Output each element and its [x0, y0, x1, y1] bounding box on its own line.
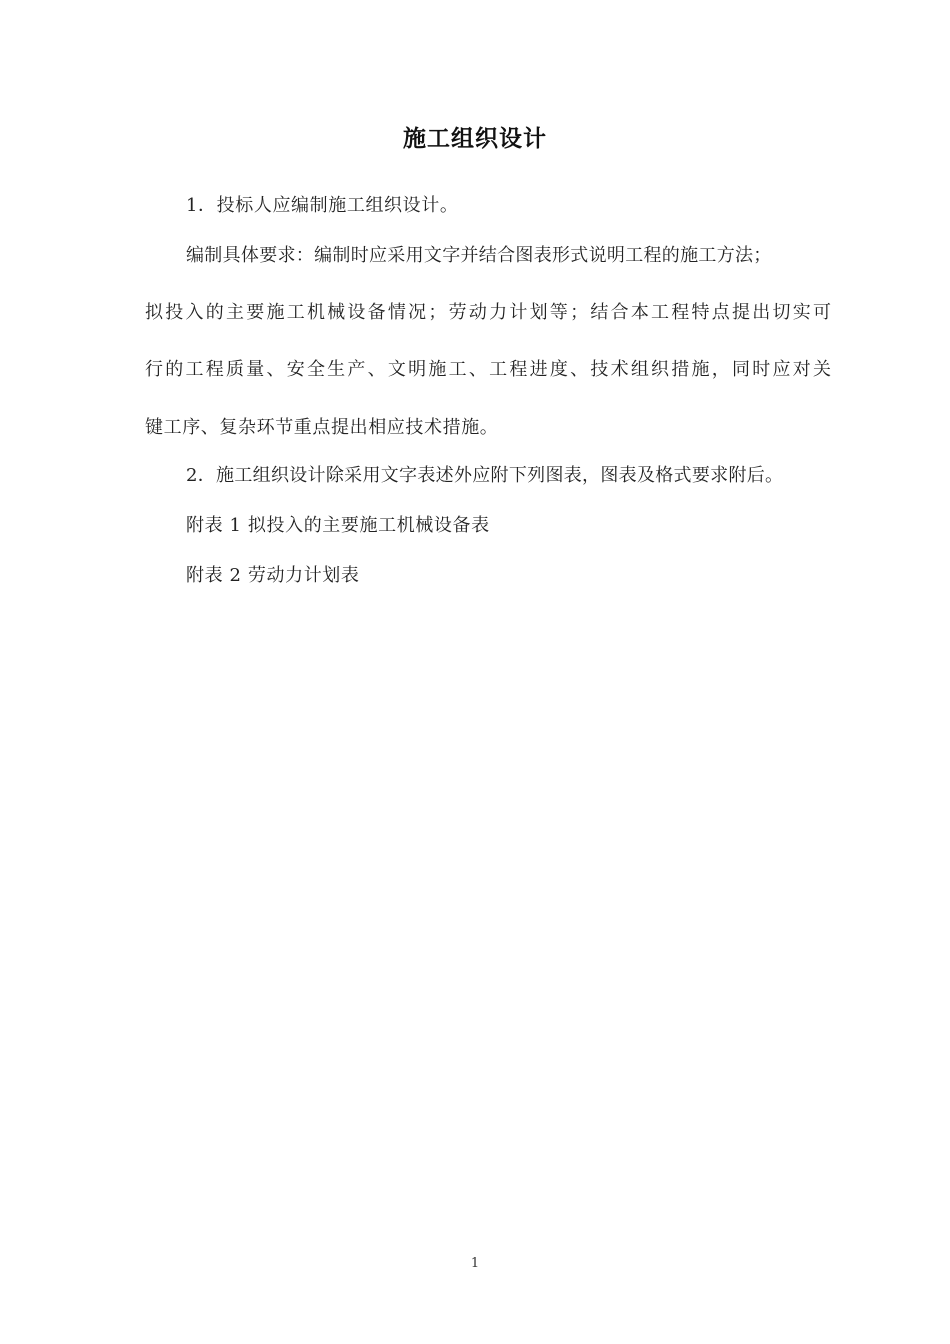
appendix-table-2: 附表 2 劳动力计划表	[186, 565, 360, 586]
paragraph-requirements-line-2: 拟投入的主要施工机械设备情况；劳动力计划等；结合本工程特点提出切实可	[145, 302, 831, 323]
document-title: 施工组织设计	[403, 125, 547, 152]
paragraph-item-1: 1．投标人应编制施工组织设计。	[186, 195, 459, 216]
paragraph-requirements-line-1: 编制具体要求：编制时应采用文字并结合图表形式说明工程的施工方法；	[186, 245, 772, 266]
appendix-table-1: 附表 1 拟投入的主要施工机械设备表	[186, 515, 490, 536]
page-number: 1	[470, 1256, 480, 1271]
paragraph-requirements-line-3: 行的工程质量、安全生产、文明施工、工程进度、技术组织措施，同时应对关	[145, 359, 831, 380]
paragraph-item-2: 2．施工组织设计除采用文字表述外应附下列图表，图表及格式要求附后。	[186, 465, 784, 486]
paragraph-requirements-line-4: 键工序、复杂环节重点提出相应技术措施。	[145, 417, 499, 438]
